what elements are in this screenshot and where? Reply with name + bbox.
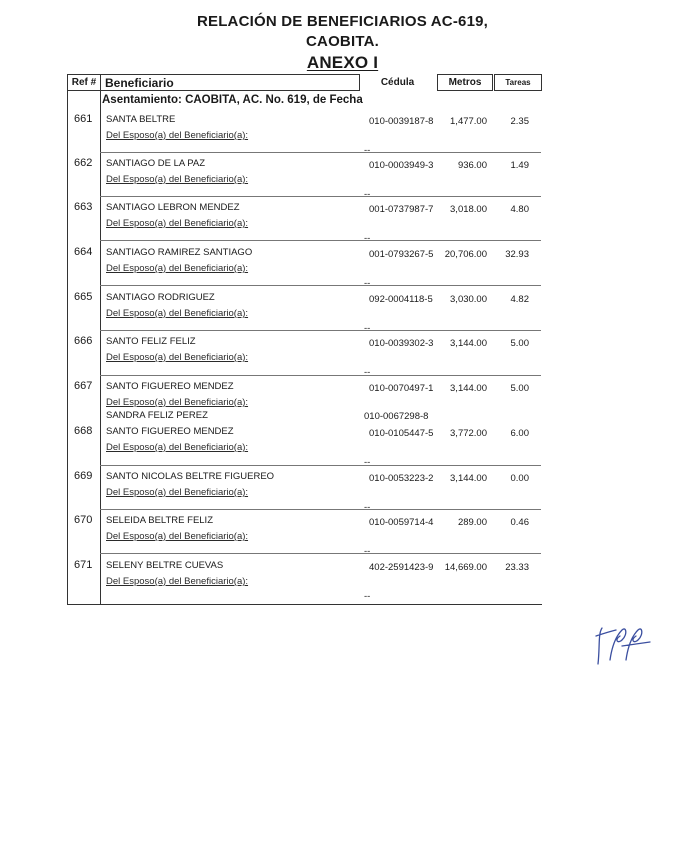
row-spouse-cedula: -- bbox=[364, 591, 371, 602]
row-beneficiary-name: SANTO FELIZ FELIZ bbox=[106, 336, 196, 347]
row-cedula: 010-0039302-3 bbox=[369, 338, 434, 349]
row-spouse-label: Del Esposo(a) del Beneficiario(a): bbox=[106, 352, 249, 363]
row-tareas: 23.33 bbox=[505, 562, 529, 573]
row-ref: 671 bbox=[74, 559, 93, 571]
row-spouse-label: Del Esposo(a) del Beneficiario(a): bbox=[106, 487, 249, 498]
row-separator bbox=[100, 509, 541, 510]
row-cedula: 001-0737987-7 bbox=[369, 204, 434, 215]
row-tareas: 4.82 bbox=[510, 294, 529, 305]
row-beneficiary-name: SANTO FIGUEREO MENDEZ bbox=[106, 426, 234, 437]
row-spouse-label: Del Esposo(a) del Beneficiario(a): bbox=[106, 263, 249, 274]
row-separator bbox=[100, 152, 541, 153]
row-metros: 20,706.00 bbox=[444, 249, 487, 260]
row-tareas: 2.35 bbox=[510, 116, 529, 127]
row-spouse-label: Del Esposo(a) del Beneficiario(a): bbox=[106, 174, 249, 185]
row-cedula: 010-0059714-4 bbox=[369, 517, 434, 528]
row-separator bbox=[100, 196, 541, 197]
row-spouse-cedula: -- bbox=[364, 367, 371, 378]
row-ref: 666 bbox=[74, 335, 93, 347]
row-separator bbox=[100, 375, 541, 376]
column-header-beneficiario: Beneficiario bbox=[100, 74, 360, 91]
row-spouse-cedula: -- bbox=[364, 546, 371, 557]
row-cedula: 010-0003949-3 bbox=[369, 160, 434, 171]
row-metros: 3,018.00 bbox=[450, 204, 487, 215]
row-ref: 661 bbox=[74, 113, 93, 125]
row-cedula: 010-0053223-2 bbox=[369, 473, 434, 484]
row-metros: 289.00 bbox=[457, 517, 487, 528]
row-spouse-cedula: -- bbox=[364, 189, 371, 200]
row-metros: 3,144.00 bbox=[450, 473, 487, 484]
table-ref-divider bbox=[100, 74, 101, 605]
row-beneficiary-name: SANTIAGO DE LA PAZ bbox=[106, 158, 206, 169]
row-spouse-cedula: -- bbox=[364, 233, 371, 244]
row-metros: 936.00 bbox=[457, 160, 487, 171]
row-beneficiary-name: SELEIDA BELTRE FELIZ bbox=[106, 515, 214, 526]
document-title-line1: RELACIÓN DE BENEFICIARIOS AC-619, bbox=[196, 13, 489, 30]
row-spouse-label: Del Esposo(a) del Beneficiario(a): bbox=[106, 308, 249, 319]
row-ref: 668 bbox=[74, 425, 93, 437]
column-header-cedula: Cédula bbox=[380, 77, 415, 88]
row-spouse-label: Del Esposo(a) del Beneficiario(a): bbox=[106, 397, 249, 408]
row-spouse-name: SANDRA FELIZ PEREZ bbox=[106, 410, 208, 421]
row-ref: 662 bbox=[74, 157, 93, 169]
row-spouse-cedula: -- bbox=[364, 323, 371, 334]
table-bottom-border bbox=[67, 604, 542, 605]
row-ref: 670 bbox=[74, 514, 93, 526]
document-title-line2: CAOBITA. bbox=[306, 33, 379, 50]
row-spouse-label: Del Esposo(a) del Beneficiario(a): bbox=[106, 218, 249, 229]
row-ref: 669 bbox=[74, 470, 93, 482]
row-metros: 3,030.00 bbox=[450, 294, 487, 305]
row-tareas: 32.93 bbox=[505, 249, 529, 260]
column-header-metros: Metros bbox=[437, 74, 493, 91]
row-beneficiary-name: SANTIAGO RODRIGUEZ bbox=[106, 292, 215, 303]
row-tareas: 0.46 bbox=[510, 517, 529, 528]
row-cedula: 402-2591423-9 bbox=[369, 562, 434, 573]
row-spouse-cedula: -- bbox=[364, 278, 371, 289]
row-ref: 664 bbox=[74, 246, 93, 258]
row-separator bbox=[100, 240, 541, 241]
row-beneficiary-name: SANTO NICOLAS BELTRE FIGUEREO bbox=[106, 471, 275, 482]
row-spouse-label: Del Esposo(a) del Beneficiario(a): bbox=[106, 531, 249, 542]
row-beneficiary-name: SANTO FIGUEREO MENDEZ bbox=[106, 381, 234, 392]
row-ref: 665 bbox=[74, 291, 93, 303]
row-tareas: 4.80 bbox=[510, 204, 529, 215]
row-beneficiary-name: SELENY BELTRE CUEVAS bbox=[106, 560, 224, 571]
handwritten-signature-icon bbox=[592, 616, 652, 672]
row-separator bbox=[100, 330, 541, 331]
row-cedula: 010-0105447-5 bbox=[369, 428, 434, 439]
row-tareas: 6.00 bbox=[510, 428, 529, 439]
row-cedula: 092-0004118-5 bbox=[369, 294, 433, 305]
row-tareas: 5.00 bbox=[510, 338, 529, 349]
row-beneficiary-name: SANTIAGO RAMIREZ SANTIAGO bbox=[106, 247, 253, 258]
column-header-ref: Ref # bbox=[67, 74, 101, 91]
row-tareas: 0.00 bbox=[510, 473, 529, 484]
row-tareas: 5.00 bbox=[510, 383, 529, 394]
row-separator bbox=[100, 553, 541, 554]
row-metros: 14,669.00 bbox=[444, 562, 487, 573]
row-spouse-label: Del Esposo(a) del Beneficiario(a): bbox=[106, 576, 249, 587]
row-spouse-cedula: -- bbox=[364, 502, 371, 513]
row-spouse-label: Del Esposo(a) del Beneficiario(a): bbox=[106, 442, 249, 453]
row-ref: 663 bbox=[74, 201, 93, 213]
asentamiento-heading: Asentamiento: CAOBITA, AC. No. 619, de Fecha bbox=[102, 94, 363, 106]
row-spouse-label: Del Esposo(a) del Beneficiario(a): bbox=[106, 130, 249, 141]
row-tareas: 1.49 bbox=[510, 160, 529, 171]
row-metros: 3,144.00 bbox=[450, 338, 487, 349]
table-left-border bbox=[67, 74, 68, 605]
row-metros: 1,477.00 bbox=[450, 116, 487, 127]
row-separator bbox=[100, 465, 541, 466]
column-header-tareas: Tareas bbox=[494, 74, 542, 91]
row-cedula: 010-0070497-1 bbox=[369, 383, 434, 394]
row-separator bbox=[100, 285, 541, 286]
row-ref: 667 bbox=[74, 380, 93, 392]
row-spouse-cedula: -- bbox=[364, 457, 371, 468]
row-spouse-cedula: 010-0067298-8 bbox=[364, 411, 429, 422]
row-spouse-cedula: -- bbox=[364, 145, 371, 156]
row-cedula: 010-0039187-8 bbox=[369, 116, 434, 127]
row-beneficiary-name: SANTA BELTRE bbox=[106, 114, 176, 125]
row-cedula: 001-0793267-5 bbox=[369, 249, 434, 260]
document-title-anexo: ANEXO I bbox=[306, 53, 379, 72]
row-metros: 3,144.00 bbox=[450, 383, 487, 394]
row-metros: 3,772.00 bbox=[450, 428, 487, 439]
row-beneficiary-name: SANTIAGO LEBRON MENDEZ bbox=[106, 202, 240, 213]
